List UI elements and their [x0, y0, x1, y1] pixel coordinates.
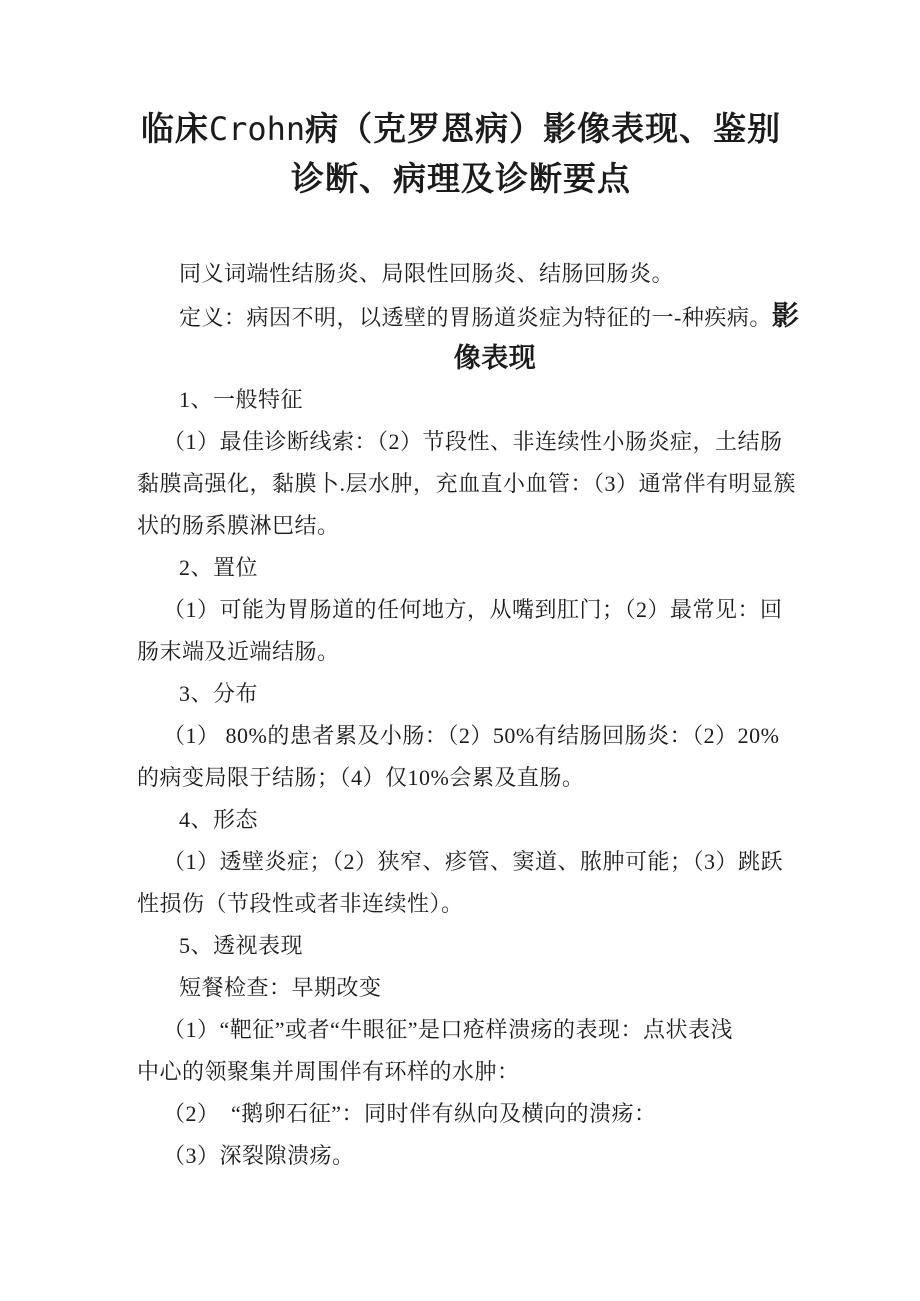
body-line-section-1: 1、一般特征 [179, 387, 304, 412]
body-line-15: 性损伤（节段性或者非连续性）。 [137, 891, 464, 916]
body-line-definition [137, 295, 800, 337]
body-line-synonyms: 同义词端性结肠炎、局限性回肠炎、结肠回肠炎。 [179, 261, 675, 286]
body-line-section-2: 2、置位 [179, 555, 259, 580]
body-line-section-5: 5、透视表现 [179, 933, 304, 958]
heading-imaging-findings: 像表现 [453, 343, 537, 373]
body-line-18: （1）“靶征”或者“牛眼征”是口疮样溃疡的表现：点状表浅 [163, 1017, 734, 1042]
heading-fragment-bold: 影 [771, 301, 800, 331]
definition-text: 定义：病因不明，以透壁的胃肠道炎症为特征的一-种疾病。 [179, 305, 772, 330]
body-line-section-3: 3、分布 [179, 681, 259, 706]
body-line-5: 黏膜高强化，黏膜卜.层水肿，充血直小血管：（3）通常伴有明显簇 [137, 471, 797, 496]
body-line-section-4: 4、形态 [179, 807, 259, 832]
title-line-1 [137, 104, 785, 154]
body-line-19: 中心的领聚集并周围伴有环样的水肿： [137, 1059, 520, 1084]
title-line-2: 诊断、病理及诊断要点 [291, 160, 631, 197]
title-line1-latin-term: Crohn [208, 110, 306, 148]
body-line-9: 肠末端及近端结肠。 [137, 639, 340, 664]
title-line1-suffix: 病（克罗恩病）影像表现、鉴别 [305, 110, 782, 147]
document-title [137, 104, 785, 204]
body-line-12: 的病变局限于结肠；（4）仅10%会累及直肠。 [137, 765, 585, 790]
body-line-8: （1）可能为胃肠道的任何地方，从嘴到肛门；（2）最常见：回 [163, 597, 783, 622]
body-line-20: （2） “鹅卵石征”：同时伴有纵向及横向的溃疡： [163, 1101, 657, 1126]
body-line-6: 状的肠系膜淋巴结。 [137, 513, 340, 538]
body-line-17: 短餐检查：早期改变 [179, 975, 382, 1000]
body-line-14: （1）透壁炎症；（2）狭窄、疹管、窦道、脓肿可能；（3）跳跃 [163, 849, 784, 874]
title-line1-prefix: 临床 [140, 110, 209, 147]
document-body [137, 253, 800, 1177]
body-line-21: （3）深裂隙溃疡。 [163, 1143, 355, 1168]
body-line-11: （1） 80%的患者累及小肠：（2）50%有结肠回肠炎：（2）20% [163, 723, 780, 748]
body-line-4: （1）最佳诊断线索：（2）节段性、非连续性小肠炎症，土结肠 [163, 429, 783, 454]
